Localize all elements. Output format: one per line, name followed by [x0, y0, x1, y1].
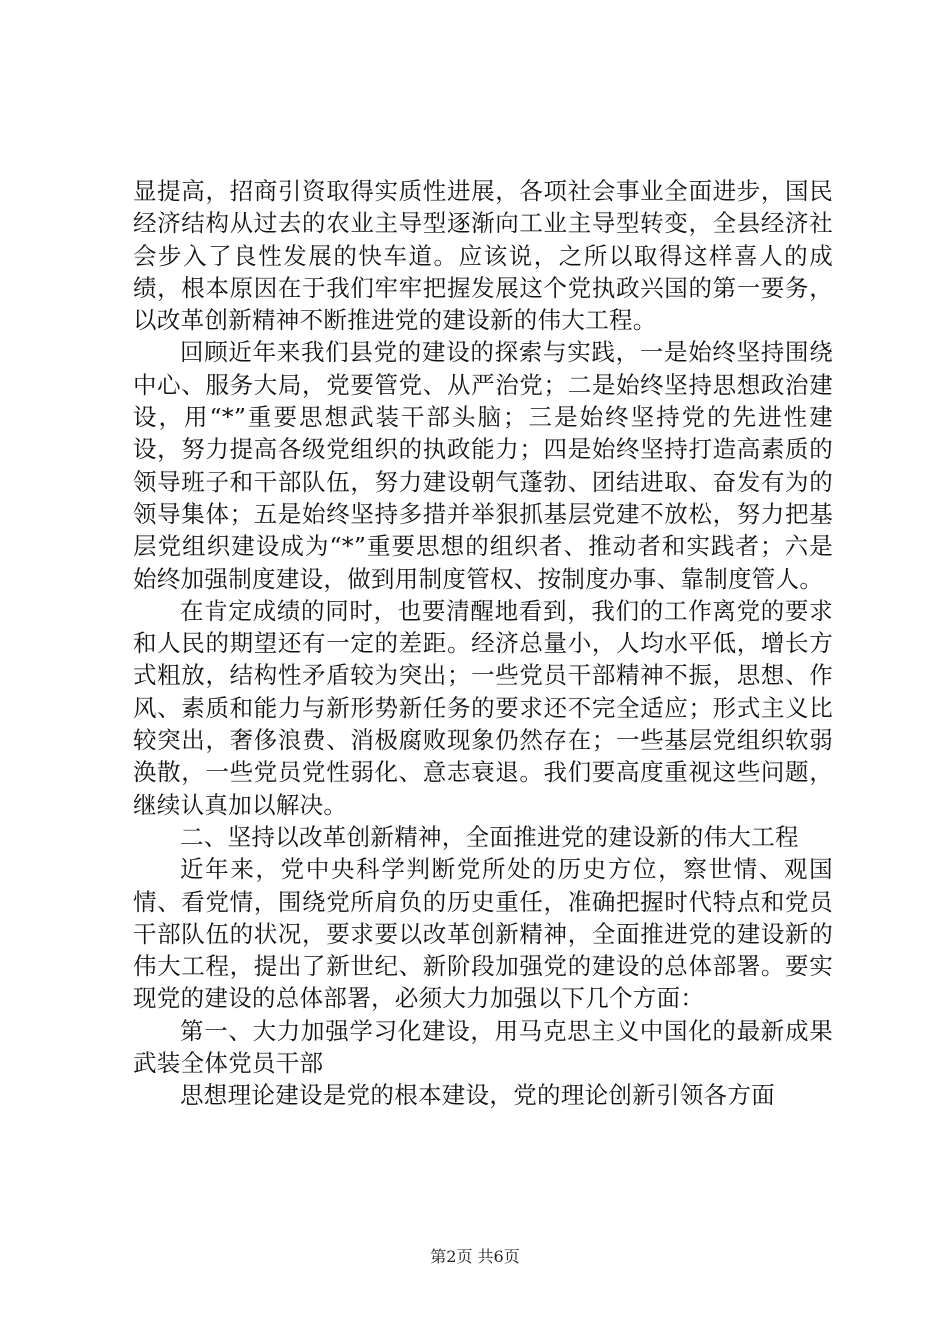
paragraph-3: 在肯定成绩的同时，也要清醒地看到，我们的工作离党的要求和人民的期望还有一定的差距。经济总量小，人均水平低，增长方式粗放，结构性矛盾较为突出；一些党员干部精神不振，思想、作风、素质和能力与新形势新任务的要求还不完全适应；形式主义比较突出，奢侈浪费、消极腐败现象仍然存在；一些基层党组织软弱涣散，一些党员党性弱化、意志衰退。我们要高度重视这些问题，继续认真加以解决。: [133, 596, 833, 819]
paragraph-1: 显提高，招商引资取得实质性进展，各项社会事业全面进步，国民经济结构从过去的农业主导型逐渐向工业主导型转变，全县经济社会步入了良性发展的快车道。应该说，之所以取得这样喜人的成绩，根本原因在于我们牢牢把握发展这个党执政兴国的第一要务，以改革创新精神不断推进党的建设新的伟大工程。: [133, 177, 833, 335]
page-number-footer: 第2页 共6页: [430, 1247, 520, 1266]
paragraph-5: 思想理论建设是党的根本建设，党的理论创新引领各方面: [180, 1081, 775, 1110]
section-heading-2: 二、坚持以改革创新精神，全面推进党的建设新的伟大工程: [180, 822, 799, 851]
paragraph-4: 近年来，党中央科学判断党所处的历史方位，察世情、观国情、看党情，围绕党所肩负的历史重任，准确把握时代特点和党员干部队伍的状况，要求要以改革创新精神，全面推进党的建设新的伟大工程，提出了新世纪、新阶段加强党的建设的总体部署。要实现党的建设的总体部署，必须大力加强以下几个方面：: [133, 855, 833, 1013]
subsection-heading-1: 第一、大力加强学习化建设，用马克思主义中国化的最新成果武装全体党员干部: [133, 1016, 833, 1078]
paragraph-2: 回顾近年来我们县党的建设的探索与实践，一是始终坚持围绕中心、服务大局，党要管党、从严治党；二是始终坚持思想政治建设，用“*”重要思想武装干部头脑；三是始终坚持党的先进性建设，努力提高各级党组织的执政能力；四是始终坚持打造高素质的领导班子和干部队伍，努力建设朝气蓬勃、团结进取、奋发有为的领导集体；五是始终坚持多措并举狠抓基层党建不放松，努力把基层党组织建设成为“*”重要思想的组织者、推动者和实践者；六是始终加强制度建设，做到用制度管权、按制度办事、靠制度管人。: [133, 338, 833, 593]
document-body: [133, 175, 833, 1112]
